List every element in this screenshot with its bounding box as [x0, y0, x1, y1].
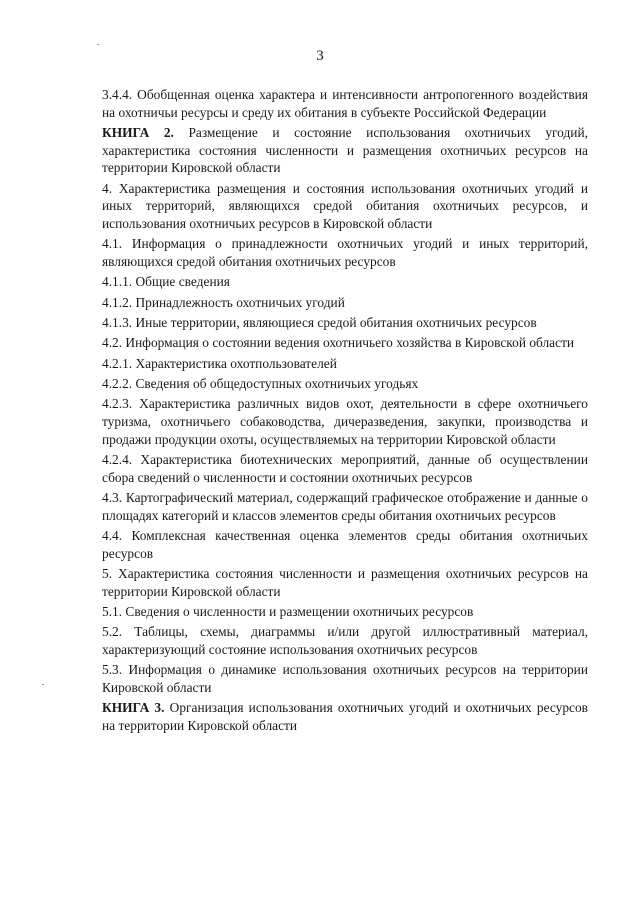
toc-entry-4: [102, 180, 588, 233]
book-label: КНИГА 2.: [102, 125, 174, 140]
toc-entry-4-1-1: [102, 273, 588, 291]
toc-entry-4-1-3: [102, 314, 588, 332]
toc-entry-5-1: [102, 603, 588, 621]
toc-book-2-heading: [102, 124, 588, 177]
toc-entry-text: 4. Характеристика размещения и состояния использования охотничьих угодий и иных территорий, являющихся средой обитания охотничьих ресурсов, и использования охотничьих ресурсов в Кировской области: [102, 180, 588, 232]
table-of-contents: [102, 86, 588, 737]
toc-entry-text: 4.2.4. Характеристика биотехнических мероприятий, данные об осуществлении сбора сведений о численности и состоянии охотничьих ресурсов: [102, 451, 588, 485]
scan-speck: [42, 684, 44, 685]
toc-book-3-heading: [102, 699, 588, 734]
toc-entry-text: Размещение и состояние использования охотничьих угодий, характеристика состояния численности и размещения охотничьих ресурсов на территории Кировской области: [102, 125, 588, 176]
toc-entry-4-2-4: [102, 451, 588, 486]
toc-entry-text: 5.3. Информация о динамике использования охотничьих ресурсов на территории Кировской области: [102, 662, 588, 695]
toc-entry-text: 5.2. Таблицы, схемы, диаграммы и/или другой иллюстративный материал, характеризующий состояние использования охотничьих ресурсов: [102, 624, 588, 657]
toc-entry-text: 5.1. Сведения о численности и размещении охотничьих ресурсов: [102, 603, 474, 619]
toc-entry-4-4: [102, 527, 588, 562]
toc-entry-4-2: [102, 334, 588, 352]
toc-entry-text: Организация использования охотничьих угодий и охотничьих ресурсов на территории Кировской области: [102, 700, 589, 733]
toc-entry-text: 3.4.4. Обобщенная оценка характера и интенсивности антропогенного воздействия на охотничьи ресурсы и среду их обитания в субъекте Российской Федерации: [102, 87, 588, 120]
book-label: КНИГА 3.: [102, 700, 165, 716]
toc-entry-5-3: [102, 661, 588, 696]
toc-entry-text: 4.4. Комплексная качественная оценка элементов среды обитания охотничьих ресурсов: [102, 527, 588, 561]
toc-entry-text: 4.1.1. Общие сведения: [102, 274, 230, 290]
toc-entry-4-2-1: [102, 355, 588, 373]
scan-speck: [97, 44, 99, 45]
toc-entry-text: 4.3. Картографический материал, содержащий графическое отображение и данные о площадях категорий и классов элементов среды обитания охотничьих ресурсов: [102, 489, 588, 523]
toc-entry-text: 4.2.1. Характеристика охотпользователей: [102, 355, 337, 371]
toc-entry-text: 4.1.2. Принадлежность охотничьих угодий: [102, 294, 345, 310]
toc-entry-text: 4.1. Информация о принадлежности охотничьих угодий и иных территорий, являющихся средой обитания охотничьих ресурсов: [102, 236, 588, 270]
toc-entry-3-4-4: [102, 86, 588, 121]
toc-entry-5-2: [102, 623, 588, 658]
toc-entry-text: 4.2. Информация о состоянии ведения охотничьего хозяйства в Кировской области: [102, 335, 575, 351]
page-number: 3: [316, 48, 324, 64]
toc-entry-text: 5. Характеристика состояния численности и размещения охотничьих ресурсов на территории Кировской области: [102, 565, 588, 599]
toc-entry-4-3: [102, 489, 588, 524]
toc-entry-4-2-3: [102, 395, 588, 448]
toc-entry-text: 4.1.3. Иные территории, являющиеся средой обитания охотничьих ресурсов: [102, 315, 537, 330]
toc-entry-text: 4.2.3. Характеристика различных видов охот, деятельности в сфере охотничьего туризма, охотничьего собаководства, дичеразведения, закупки, производства и продажи продукции охоты, осуществляемых на территории Кировской области: [102, 396, 588, 447]
toc-entry-4-1: [102, 235, 588, 270]
toc-entry-5: [102, 565, 588, 600]
toc-entry-4-2-2: [102, 375, 588, 393]
toc-entry-4-1-2: [102, 294, 588, 312]
toc-entry-text: 4.2.2. Сведения об общедоступных охотничьих угодьях: [102, 375, 419, 391]
